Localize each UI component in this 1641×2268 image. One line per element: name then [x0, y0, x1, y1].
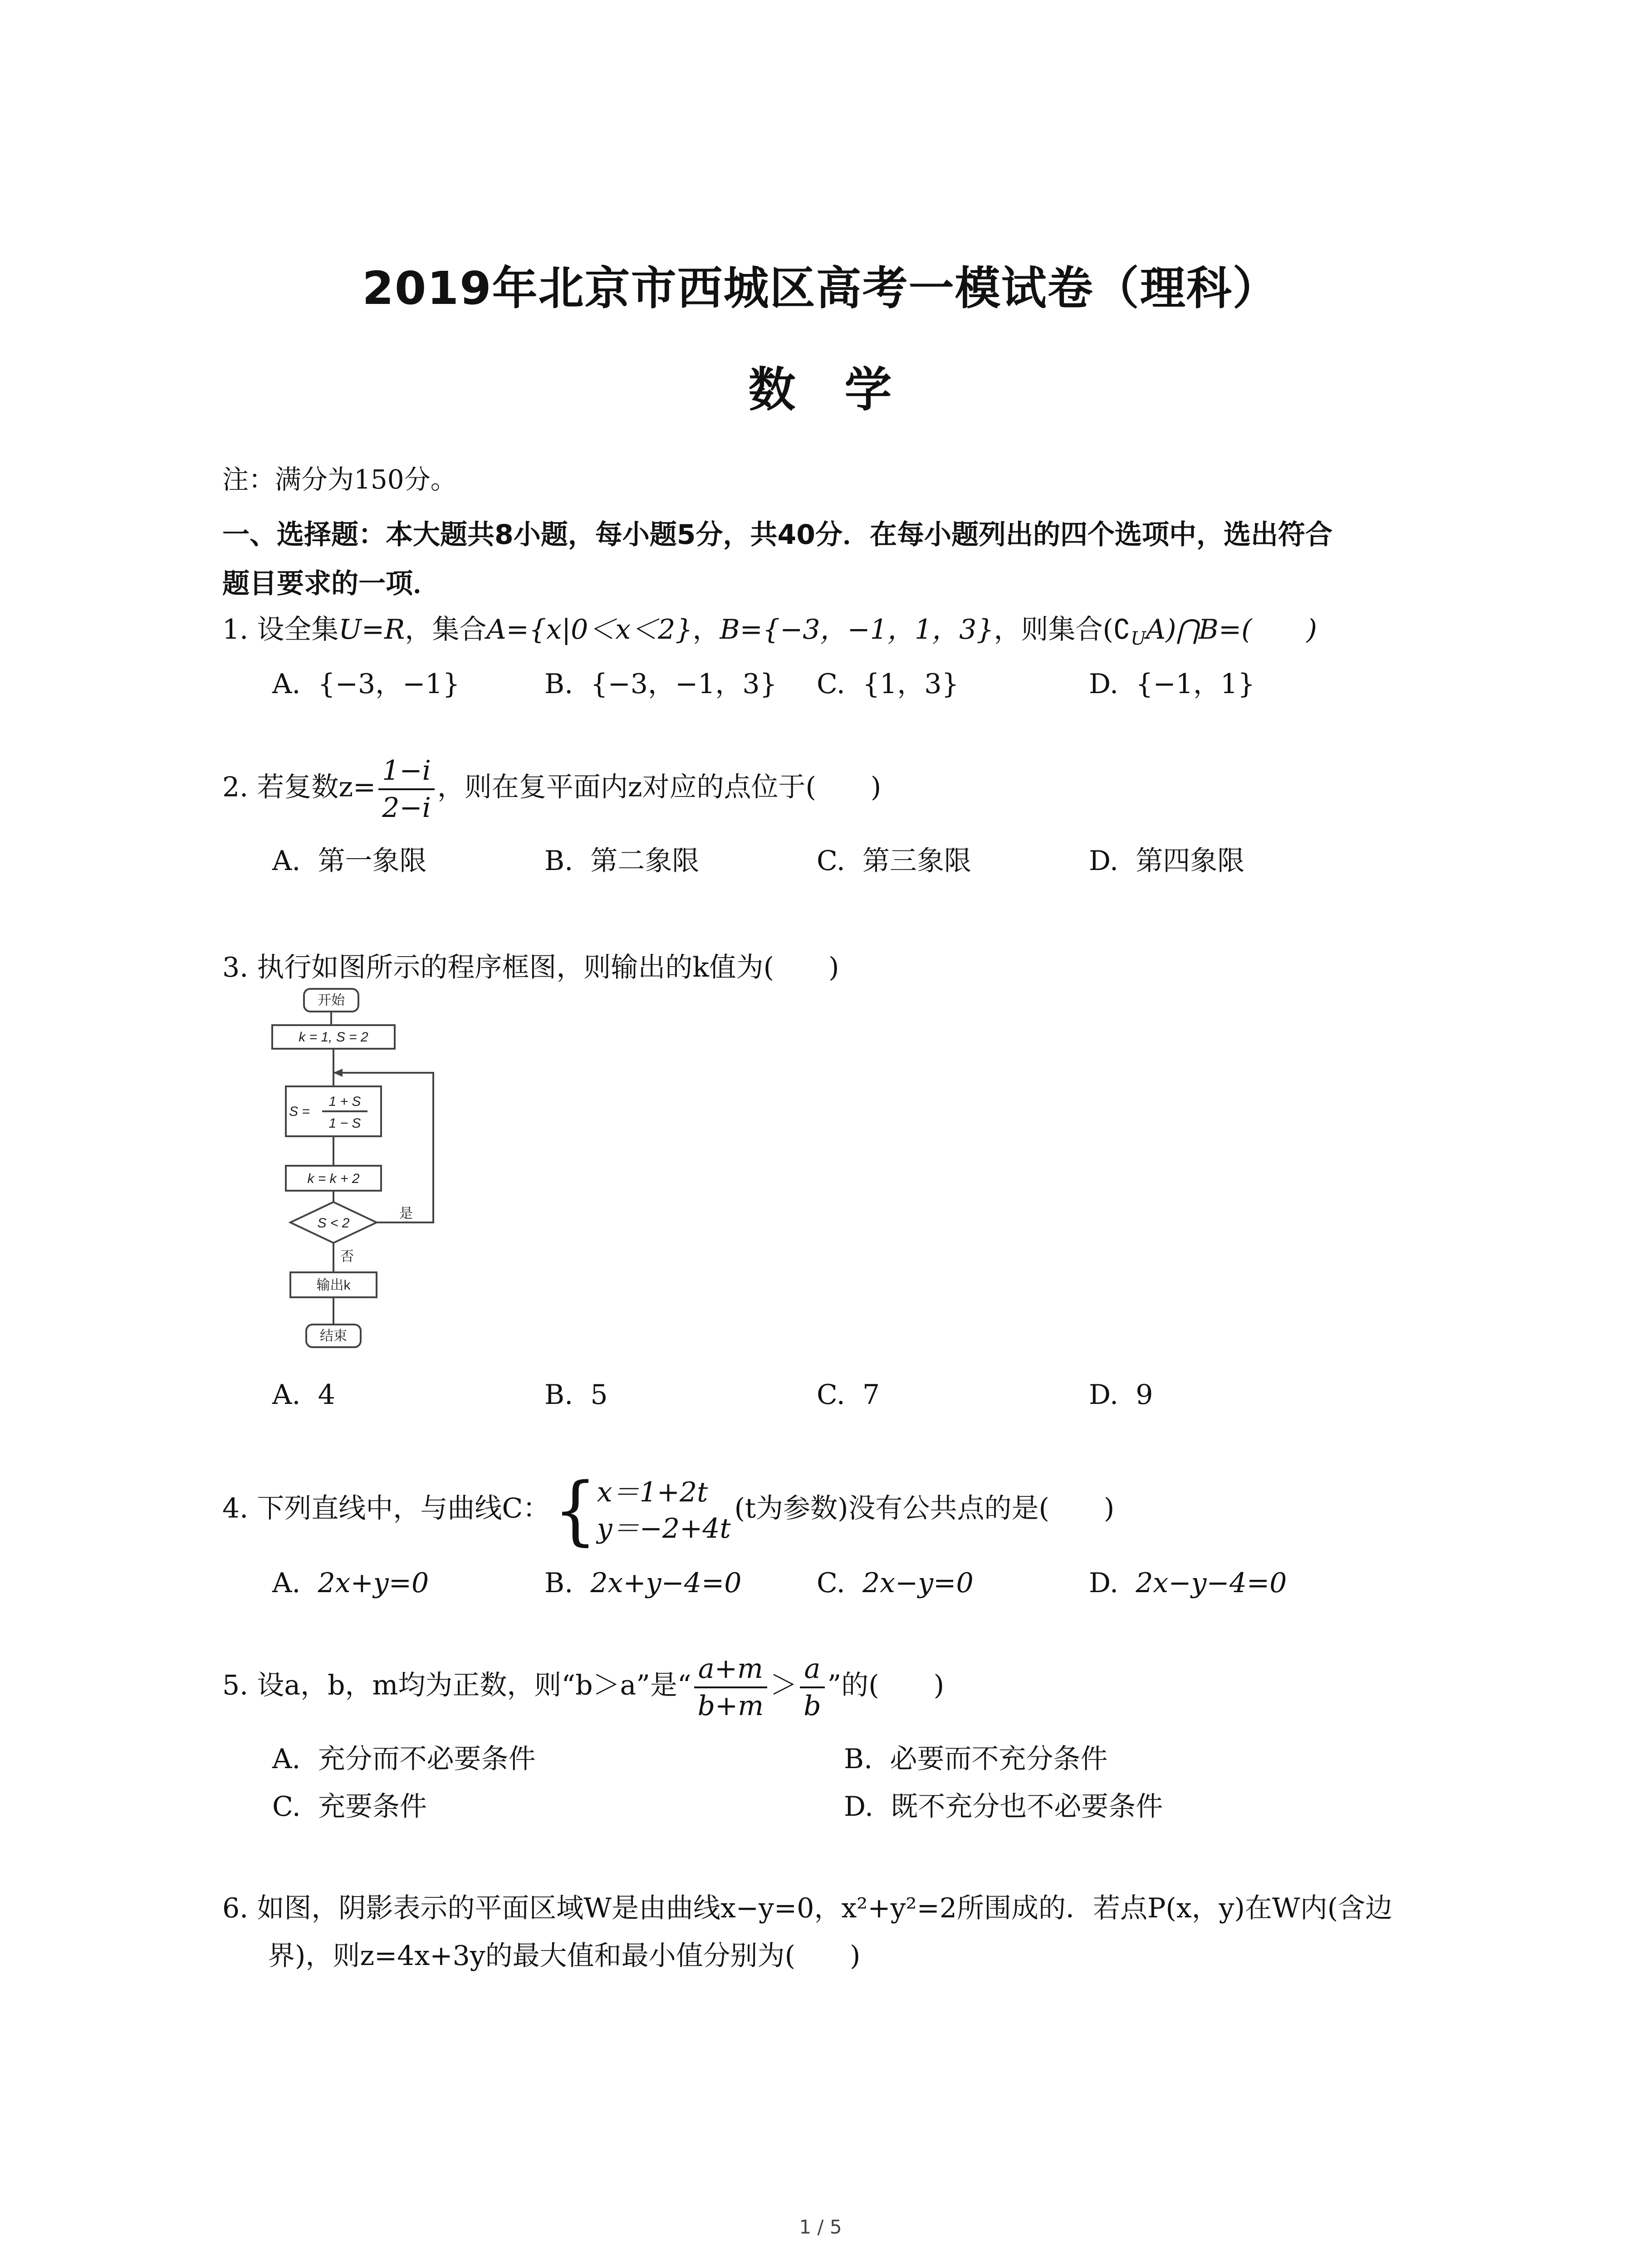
question-number: 6.	[222, 1892, 249, 1924]
fraction-denominator: b	[803, 1690, 821, 1722]
option-label: C.	[817, 668, 845, 700]
option-label: D.	[1089, 845, 1119, 877]
q1-option-a[interactable]	[272, 662, 460, 701]
question-number: 5.	[222, 1669, 249, 1701]
question-number: 1.	[222, 614, 249, 645]
option-label: A.	[272, 1567, 301, 1599]
q3-text: 执行如图所示的程序框图，则输出的k值为( )	[257, 952, 839, 983]
option-text: 既不充分也不必要条件	[891, 1791, 1163, 1823]
question-1	[222, 608, 1317, 649]
section-heading-line1: 一、选择题：本大题共8小题，每小题5分，共40分．在每小题列出的四个选项中，选出符合	[222, 519, 1332, 551]
q3-option-a[interactable]	[272, 1379, 335, 1411]
option-label: A.	[272, 1379, 301, 1411]
flowchart-arrowhead	[333, 1069, 343, 1077]
page-number: 1 / 5	[799, 2216, 842, 2238]
q5-option-d[interactable]	[844, 1785, 1163, 1824]
q5-option-b[interactable]	[844, 1737, 1107, 1776]
q1-text: ，则集合(∁	[994, 614, 1131, 645]
q6-text-line1: 如图，阴影表示的平面区域W是由曲线x−y=0，x²+y²=2所围成的．若点P(x，y)在W内(含边	[257, 1892, 1393, 1924]
option-label: B.	[544, 845, 573, 877]
flowchart-yes-label: 是	[399, 1206, 413, 1221]
fraction-numerator: a	[800, 1651, 824, 1688]
q3-option-d[interactable]	[1089, 1379, 1153, 1411]
option-label: A.	[272, 845, 301, 877]
option-text: 第四象限	[1136, 845, 1245, 877]
q4-option-a[interactable]	[272, 1567, 429, 1599]
q5-greater-than: ＞	[770, 1669, 798, 1701]
q2-option-b[interactable]	[544, 839, 699, 878]
flowchart-output-label: 输出k	[316, 1278, 351, 1293]
q5-text: 设a，b，m均为正数，则“b＞a”是“	[257, 1669, 691, 1701]
q4-text: (t为参数)没有公共点的是( )	[734, 1492, 1115, 1525]
flowchart-no-label: 否	[340, 1249, 354, 1264]
flowchart-assign-left: S =	[289, 1104, 310, 1119]
option-label: B.	[544, 1567, 573, 1599]
option-label: D.	[1089, 1567, 1119, 1599]
option-text: 充要条件	[318, 1791, 427, 1823]
option-label: C.	[817, 1567, 845, 1599]
page-title: 2019年北京市西城区高考一模试卷（理科）	[362, 262, 1279, 315]
q3-option-b[interactable]	[544, 1379, 608, 1411]
q1-set-b: B={−3，−1，1，3}	[720, 614, 994, 645]
option-label: D.	[1089, 668, 1119, 700]
fraction-denominator: b+m	[697, 1690, 764, 1722]
flowchart-assign-den: 1 − S	[328, 1116, 361, 1131]
question-number: 2.	[222, 771, 249, 803]
q1-option-d[interactable]	[1089, 662, 1255, 701]
q6-text-line2: 界)，则z=4x+3y的最大值和最小值分别为( )	[268, 1940, 861, 1972]
q4-option-d[interactable]	[1089, 1567, 1287, 1599]
question-number: 3.	[222, 952, 249, 983]
q1-text: ，	[692, 614, 720, 645]
q1-text: A)⋂B=( )	[1146, 614, 1317, 645]
fraction-denominator: 2−i	[382, 792, 431, 824]
q2-option-d[interactable]	[1089, 839, 1244, 878]
question-6	[222, 1885, 1392, 1980]
option-text: 2x−y=0	[862, 1567, 974, 1599]
option-label: C.	[817, 1379, 845, 1411]
q2-option-a[interactable]	[272, 839, 427, 878]
fraction-numerator: a+m	[694, 1651, 768, 1688]
option-text: 第三象限	[862, 845, 971, 877]
q1-universal-set: U=R	[338, 614, 405, 645]
question-number: 4.	[222, 1492, 249, 1525]
q2-text: ，则在复平面内z对应的点位于( )	[437, 771, 882, 803]
q1-option-c[interactable]	[817, 662, 959, 701]
q4-equation-system	[554, 1467, 731, 1554]
brace-icon: {	[554, 1467, 597, 1554]
option-text: 7	[862, 1379, 880, 1411]
option-text: {1，3}	[862, 668, 959, 700]
option-label: B.	[544, 1379, 573, 1411]
option-text: 2x+y=0	[318, 1567, 429, 1599]
option-label: D.	[844, 1791, 874, 1823]
q5-option-a[interactable]	[272, 1737, 536, 1776]
q1-subscript: U	[1131, 628, 1146, 649]
q5-option-c[interactable]	[272, 1785, 427, 1824]
score-note: 注：满分为150分。	[222, 464, 457, 495]
q1-set-a: A={x|0＜x＜2}	[486, 614, 693, 645]
option-label: C.	[817, 845, 845, 877]
option-label: A.	[272, 1743, 301, 1775]
equation-line: x＝1+2t	[597, 1476, 708, 1508]
section-heading-line2: 题目要求的一项．	[222, 568, 440, 600]
option-text: 必要而不充分条件	[890, 1743, 1108, 1775]
flowchart-start-label: 开始	[318, 993, 345, 1008]
flowchart-end-label: 结束	[320, 1329, 347, 1344]
option-label: B.	[844, 1743, 873, 1775]
q4-option-b[interactable]	[544, 1567, 741, 1599]
option-label: A.	[272, 668, 301, 700]
option-text: 2x+y−4=0	[590, 1567, 742, 1599]
option-text: {−1，1}	[1136, 668, 1255, 700]
q2-fraction	[378, 753, 435, 826]
option-text: {−3，−1，3}	[590, 668, 777, 700]
question-5	[222, 1651, 944, 1724]
option-text: 9	[1136, 1379, 1153, 1411]
q2-option-c[interactable]	[817, 839, 971, 878]
option-text: {−3，−1}	[318, 668, 460, 700]
q5-fraction-left	[694, 1651, 768, 1724]
option-text: 5	[590, 1379, 608, 1411]
q2-text: 若复数z=	[257, 771, 376, 803]
q1-text: ，集合	[405, 614, 487, 645]
option-text: 2x−y−4=0	[1136, 1567, 1287, 1599]
subject-title: 数 学	[748, 362, 893, 417]
flowchart-assign-num: 1 + S	[328, 1094, 361, 1109]
q1-option-b[interactable]	[544, 662, 777, 701]
q4-option-c[interactable]	[817, 1567, 974, 1599]
fraction-numerator: 1−i	[378, 753, 435, 790]
equation-line: y＝−2+4t	[597, 1513, 731, 1545]
flowchart-increment-label: k = k + 2	[307, 1171, 360, 1186]
q1-text: 设全集	[257, 614, 339, 645]
question-3	[222, 946, 839, 985]
question-2	[222, 753, 881, 826]
option-text: 4	[318, 1379, 335, 1411]
option-text: 充分而不必要条件	[318, 1743, 536, 1775]
section-heading	[222, 510, 1447, 608]
option-text: 第二象限	[590, 845, 700, 877]
option-label: D.	[1089, 1379, 1119, 1411]
q4-text: 下列直线中，与曲线C：	[257, 1492, 550, 1525]
q3-option-c[interactable]	[817, 1379, 880, 1411]
option-text: 第一象限	[318, 845, 427, 877]
option-label: C.	[272, 1791, 301, 1823]
flowchart-condition-label: S < 2	[317, 1216, 350, 1231]
program-flowchart	[263, 984, 463, 1383]
option-label: B.	[544, 668, 573, 700]
flowchart-init-label: k = 1, S = 2	[299, 1030, 368, 1045]
question-4	[222, 1467, 1115, 1554]
q5-text: ”的( )	[827, 1669, 945, 1701]
q5-fraction-right	[800, 1651, 824, 1724]
